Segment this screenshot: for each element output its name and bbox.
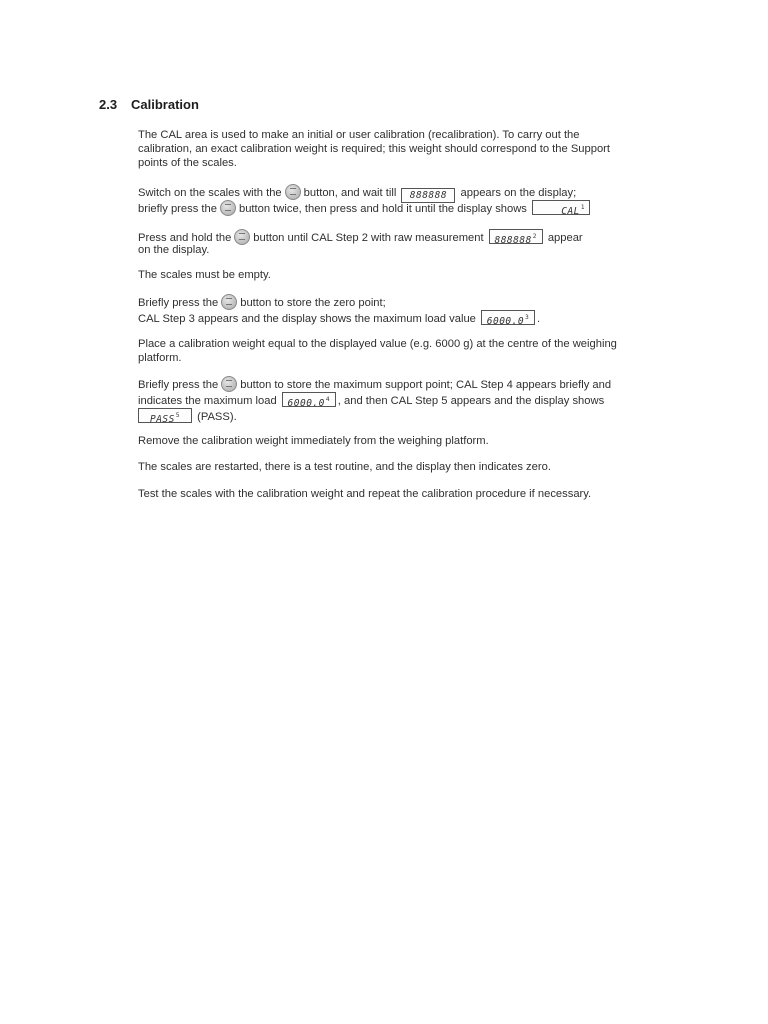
display-raw: [489, 229, 543, 244]
text-line: Place a calibration weight equal to the displayed value (e.g. 6000 g) at the centre of the weighing: [138, 338, 617, 350]
text-line: platform.: [138, 352, 182, 364]
text-span: Press and hold the: [138, 232, 232, 244]
text-line: points of the scales.: [138, 157, 237, 169]
press-hold-paragraph: [138, 229, 668, 257]
text-span: button until CAL Step 2 with raw measurement: [253, 232, 484, 244]
switch-on-paragraph: [138, 184, 668, 217]
on-tara-off-button-icon: [285, 184, 301, 200]
display-value: 888888: [409, 190, 448, 201]
display-max-load-step4: [282, 392, 336, 407]
text-line: [138, 408, 668, 425]
display-step: 4: [325, 396, 330, 403]
text-line: The CAL area is used to make an initial or user calibration (recalibration). To carry out the: [138, 129, 580, 141]
text-line: Remove the calibration weight immediately from the weighing platform.: [138, 435, 489, 447]
empty-paragraph: [138, 268, 668, 282]
display-value: 888888: [494, 235, 532, 246]
text-span: , and then CAL Step 5 appears and the display shows: [337, 395, 605, 407]
text-span: appears on the display;: [460, 187, 577, 199]
intro-paragraph: [138, 128, 668, 170]
display-max-load: [481, 310, 535, 325]
text-span: Briefly press the: [138, 379, 219, 391]
display-value: PASS: [149, 414, 175, 425]
text-line: calibration, an exact calibration weight is required; this weight should correspond to the Support: [138, 143, 611, 155]
text-span: button, and wait till: [303, 187, 397, 199]
on-tara-off-button-icon: [234, 229, 250, 245]
display-step: 2: [532, 233, 537, 240]
text-span: (PASS).: [197, 411, 237, 423]
text-line: The scales are restarted, there is a test routine, and the display then indicates zero.: [138, 461, 551, 473]
on-tara-off-button-icon: [221, 376, 237, 392]
remove-paragraph: [138, 434, 668, 448]
text-line: [138, 392, 668, 409]
text-line: on the display.: [138, 244, 210, 256]
display-value: 6000.0: [287, 398, 325, 409]
text-span: appear: [547, 232, 583, 244]
text-line: [138, 376, 668, 390]
display-value: CAL: [561, 206, 580, 217]
restart-paragraph: [138, 460, 668, 474]
max-support-paragraph: [138, 376, 668, 425]
text-span: button to store the maximum support point; CAL Step 4 appears briefly and: [240, 379, 612, 391]
text-line: [138, 294, 668, 308]
place-weight-paragraph: [138, 337, 668, 365]
text-span: .: [537, 313, 541, 325]
display-value: 6000.0: [486, 316, 525, 327]
text-line: [138, 200, 668, 217]
text-line: [138, 184, 668, 201]
text-span: CAL Step 3 appears and the display shows the maximum load value: [138, 313, 476, 325]
on-tara-off-button-icon: [221, 294, 237, 310]
on-tara-off-button-icon: [220, 200, 236, 216]
section-number: 2.3: [99, 97, 118, 112]
section-title: Calibration: [131, 97, 199, 112]
text-span: button to store the zero point;: [240, 297, 386, 309]
text-span: briefly press the: [138, 203, 217, 215]
zero-point-paragraph: [138, 294, 668, 327]
display-cal: [532, 200, 590, 215]
text-line: [138, 310, 668, 327]
section-heading: [99, 97, 199, 112]
text-span: indicates the maximum load: [138, 395, 277, 407]
text-line: Test the scales with the calibration weight and repeat the calibration procedure if necessary.: [138, 488, 592, 500]
text-span: Switch on the scales with the: [138, 187, 282, 199]
display-step: 5: [175, 412, 180, 419]
text-line: [138, 229, 668, 246]
display-step: 3: [525, 314, 530, 321]
display-step: 1: [580, 204, 586, 211]
text-line: The scales must be empty.: [138, 269, 271, 281]
test-paragraph: [138, 487, 668, 501]
text-span: button twice, then press and hold it until the display shows: [238, 203, 527, 215]
text-span: Briefly press the: [138, 297, 219, 309]
display-pass: [138, 408, 192, 423]
